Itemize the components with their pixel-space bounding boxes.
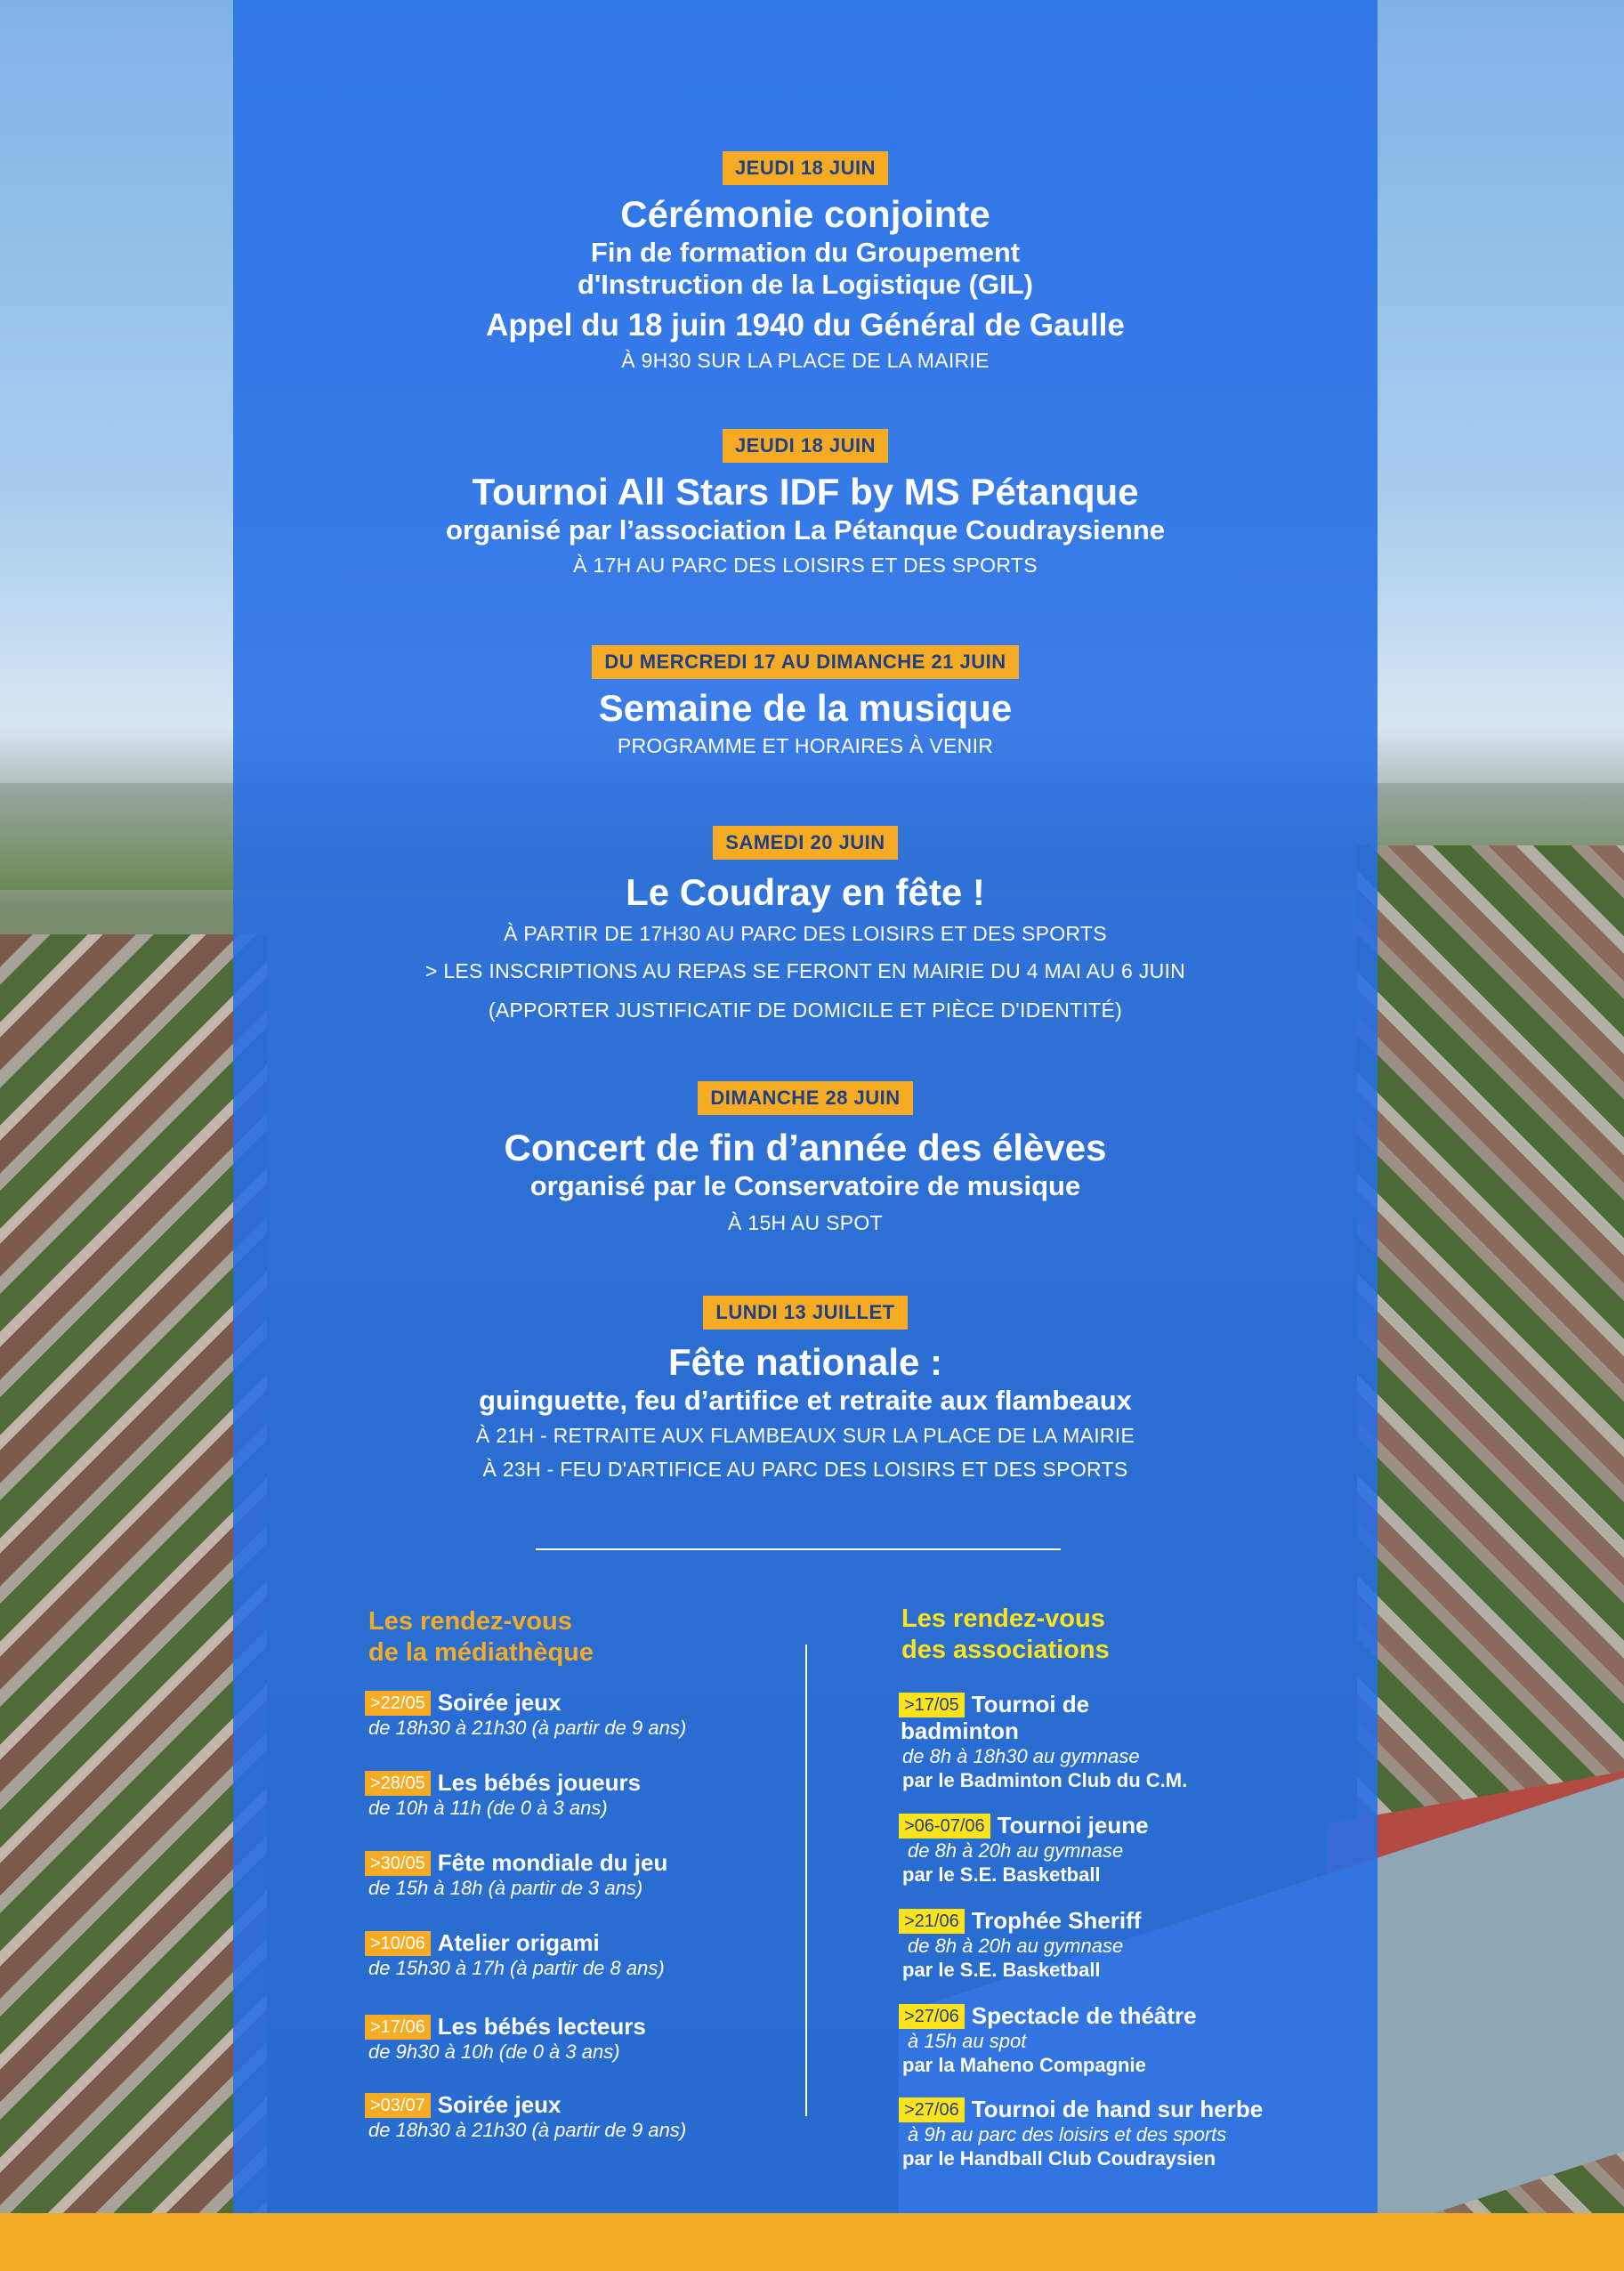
association-item [899,2096,1263,2170]
item-organizer: par le Handball Club Coudraysien [902,2147,1216,2170]
event-semaine-musique [233,645,1378,761]
event-subtitle: Fin de formation du Groupement [590,237,1021,268]
item-detail: de 9h30 à 10h (de 0 à 3 ans) [368,2041,620,2063]
section-divider [536,1548,1061,1550]
mediatheque-item [365,1689,686,1740]
event-caption: À 15H AU SPOT [728,1211,883,1234]
event-caption: (APPORTER JUSTIFICATIF DE DOMICILE ET PIÈCE D'IDENTITÉ) [488,998,1123,1022]
association-item [899,1812,1149,1887]
mediatheque-title [368,1606,594,1669]
mediatheque-item [365,1929,665,1980]
bottom-orange-band [0,2213,1624,2271]
item-name-continued: badminton [901,1717,1019,1744]
item-detail: de 15h30 à 17h (à partir de 8 ans) [368,1957,665,1979]
item-detail: de 15h à 18h (à partir de 3 ans) [368,1877,643,1899]
event-date-tag: DU MERCREDI 17 AU DIMANCHE 21 JUIN [592,645,1018,679]
item-detail: à 15h au spot [908,2030,1027,2052]
event-date-tag: JEUDI 18 JUIN [723,151,888,185]
item-date-badge: >27/06 [899,2004,965,2029]
event-title: Tournoi All Stars IDF by MS Pétanque [472,471,1139,513]
event-caption: À 23H - FEU D'ARTIFICE AU PARC DES LOISIRS ET DES SPORTS [482,1458,1128,1481]
item-detail: de 18h30 à 21h30 (à partir de 9 ans) [368,1717,687,1739]
event-caption: À PARTIR DE 17H30 AU PARC DES LOISIRS ET DES SPORTS [504,922,1107,945]
association-item [899,2002,1197,2077]
event-subtitle: organisé par le Conservatoire de musique [529,1170,1081,1201]
item-name: Spectacle de théâtre [971,2002,1197,2029]
item-date-badge: >28/05 [365,1771,431,1796]
item-date-badge: >10/06 [365,1931,431,1956]
column-divider [805,1645,807,2116]
item-name: Les bébés joueurs [437,1769,642,1796]
item-name: Les bébés lecteurs [437,2013,646,2040]
item-organizer: par la Maheno Compagnie [902,2054,1146,2076]
item-name: Soirée jeux [437,2091,562,2118]
associations-title [901,1604,1110,1666]
mediatheque-item [365,2091,686,2142]
event-ceremonie [233,151,1378,376]
item-date-badge: >03/07 [365,2093,431,2118]
mediatheque-item [365,1849,667,1900]
item-name: Trophée Sheriff [971,1907,1142,1934]
item-organizer: par le Badminton Club du C.M. [902,1769,1188,1791]
item-detail: de 18h30 à 21h30 (à partir de 9 ans) [368,2119,687,2141]
event-tournoi-petanque [233,429,1378,580]
item-organizer: par le S.E. Basketball [902,1863,1101,1886]
item-date-badge: >21/06 [899,1909,965,1934]
event-subtitle: d'Instruction de la Logistique (GIL) [578,269,1033,300]
event-title: Concert de fin d’année des élèves [504,1127,1107,1168]
event-subtitle: Appel du 18 juin 1940 du Général de Gaulle [486,308,1125,343]
associations-title-line: Les rendez-vous [901,1604,1105,1633]
event-caption: À 9H30 SUR LA PLACE DE LA MAIRIE [621,349,990,372]
item-name: Atelier origami [437,1929,600,1956]
event-subtitle: guinguette, feu d’artifice et retraite aux flambeaux [479,1385,1132,1416]
item-date-badge: >22/05 [365,1691,431,1716]
associations-title-line: des associations [901,1636,1110,1664]
mediatheque-item [365,1769,641,1820]
event-title: Cérémonie conjointe [620,193,990,235]
background-houses-left [0,934,267,2225]
item-name: Tournoi de hand sur herbe [971,2096,1264,2122]
event-subtitle: organisé par l’association La Pétanque Coudraysienne [446,514,1165,546]
item-name: Soirée jeux [437,1689,562,1716]
event-fete-nationale [233,1296,1378,1484]
item-name: Tournoi jeune [997,1812,1149,1839]
event-title: Semaine de la musique [598,687,1013,729]
event-caption: > LES INSCRIPTIONS AU REPAS SE FERONT EN MAIRIE DU 4 MAI AU 6 JUIN [424,959,1186,982]
event-caption: À 21H - RETRAITE AUX FLAMBEAUX SUR LA PLACE DE LA MAIRIE [475,1424,1135,1447]
event-caption: À 17H AU PARC DES LOISIRS ET DES SPORTS [573,554,1038,577]
item-date-badge: >27/06 [899,2097,965,2122]
item-date-badge: >17/06 [365,2015,431,2040]
item-detail: de 10h à 11h (de 0 à 3 ans) [368,1797,608,1819]
item-detail: de 8h à 20h au gymnase [908,1935,1124,1957]
item-detail: de 8h à 20h au gymnase [908,1839,1124,1862]
mediatheque-title-line: Les rendez-vous [368,1607,572,1636]
item-detail: de 8h à 18h30 au gymnase [902,1745,1140,1767]
item-name: Tournoi de [971,1691,1090,1717]
item-date-badge: >06-07/06 [899,1814,990,1839]
event-date-tag: DIMANCHE 28 JUIN [698,1081,912,1115]
item-name: Fête mondiale du jeu [437,1849,668,1876]
mediatheque-title-line: de la médiathèque [368,1638,594,1667]
event-caption: PROGRAMME ET HORAIRES À VENIR [617,734,994,757]
event-title: Le Coudray en fête ! [626,871,985,913]
event-coudray-en-fete [233,826,1378,1025]
association-item [899,1691,1187,1792]
event-date-tag: JEUDI 18 JUIN [723,429,888,463]
event-concert-eleves [233,1081,1378,1238]
event-title: Fête nationale : [667,1341,943,1383]
item-date-badge: >17/05 [899,1693,965,1717]
association-item [899,1907,1141,1982]
event-date-tag: SAMEDI 20 JUIN [713,826,897,860]
item-detail: à 9h au parc des loisirs et des sports [908,2123,1227,2146]
mediatheque-item [365,2013,646,2064]
item-organizer: par le S.E. Basketball [902,1959,1101,1981]
event-date-tag: LUNDI 13 JUILLET [703,1296,907,1329]
item-date-badge: >30/05 [365,1851,431,1876]
